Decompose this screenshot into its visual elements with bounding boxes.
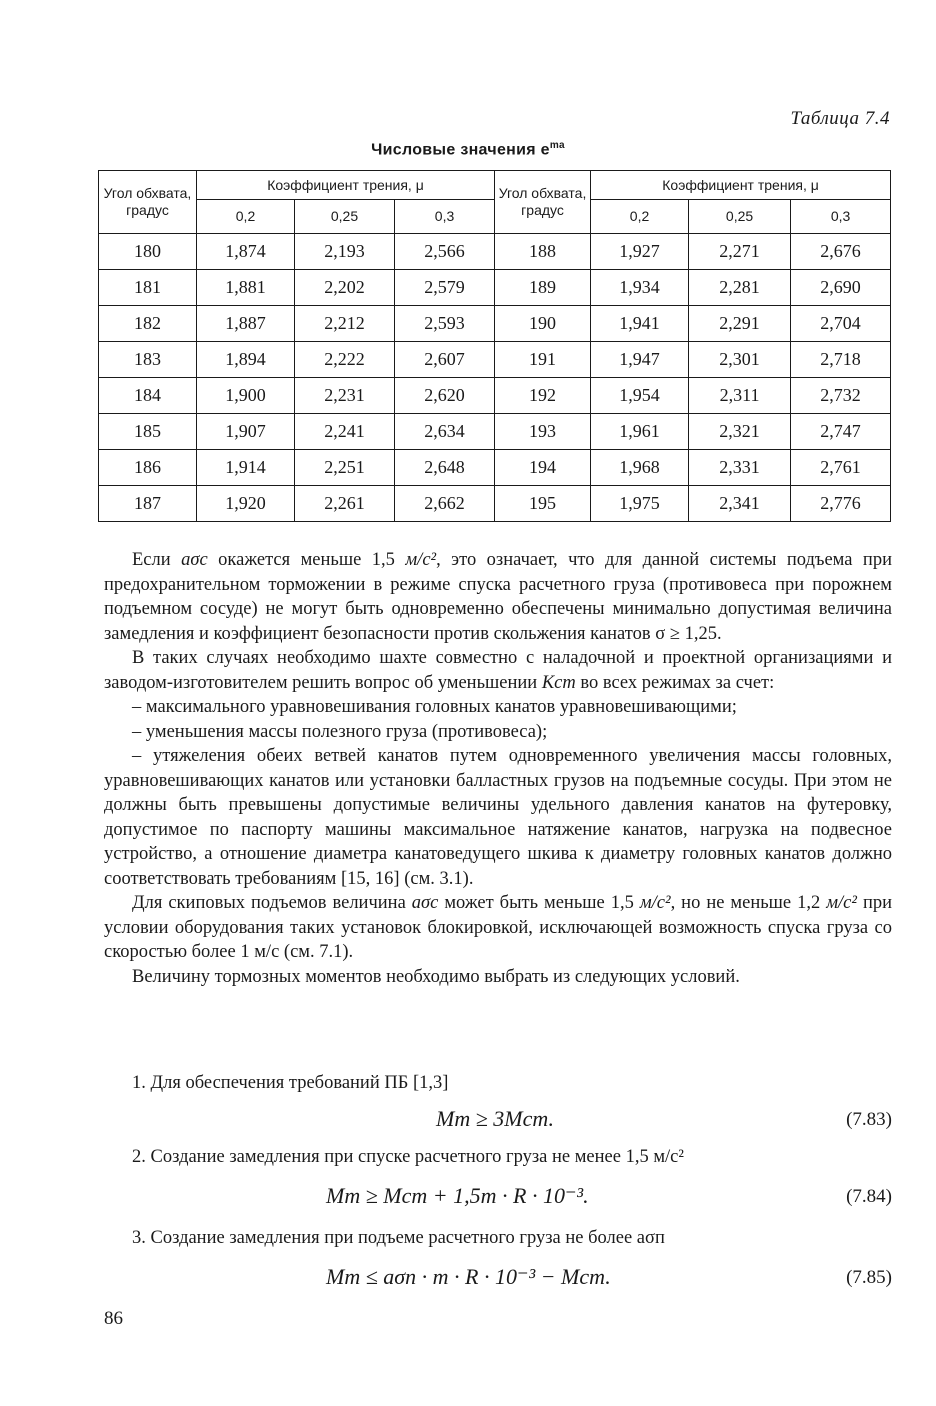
value-cell: 1,874: [197, 234, 295, 270]
unit: м/с²: [405, 550, 437, 570]
value-cell: 1,894: [197, 342, 295, 378]
paragraph: [104, 646, 892, 695]
table-row: [99, 486, 891, 522]
table-label: Таблица 7.4: [790, 108, 890, 129]
table-title: [0, 140, 936, 159]
header-mu-value: 0,2: [591, 200, 689, 234]
value-cell: 2,732: [791, 378, 891, 414]
value-cell: 1,920: [197, 486, 295, 522]
value-cell: 2,704: [791, 306, 891, 342]
value-cell: 2,648: [395, 450, 495, 486]
paragraph: [104, 891, 892, 965]
header-mu-value: 0,25: [295, 200, 395, 234]
deceleration-symbol: aσc: [411, 893, 439, 913]
list-item: – уменьшения массы полезного груза (противовеса);: [132, 721, 548, 742]
table-row: [99, 270, 891, 306]
angle-cell: 194: [495, 450, 591, 486]
value-cell: 2,202: [295, 270, 395, 306]
unit: м/с²: [639, 893, 671, 913]
paragraph-text: Для скиповых подъемов величина: [132, 893, 412, 913]
angle-cell: 191: [495, 342, 591, 378]
angle-cell: 187: [99, 486, 197, 522]
value-cell: 2,676: [791, 234, 891, 270]
table-row: [99, 378, 891, 414]
value-cell: 2,747: [791, 414, 891, 450]
value-cell: 1,961: [591, 414, 689, 450]
table-row: [99, 342, 891, 378]
paragraph-text: может быть меньше 1,5: [438, 893, 640, 913]
value-cell: 1,914: [197, 450, 295, 486]
value-cell: 1,954: [591, 378, 689, 414]
table-row: [99, 306, 891, 342]
formula-number: (7.85): [846, 1267, 892, 1288]
value-cell: 2,193: [295, 234, 395, 270]
angle-cell: 188: [495, 234, 591, 270]
angle-cell: 195: [495, 486, 591, 522]
value-cell: 1,881: [197, 270, 295, 306]
value-cell: 1,975: [591, 486, 689, 522]
value-cell: 2,271: [689, 234, 791, 270]
paragraph-text: окажется меньше 1,5: [207, 550, 406, 570]
angle-cell: 184: [99, 378, 197, 414]
condition-2: 2. Создание замедления при спуске расчетного груза не менее 1,5 м/с²: [132, 1147, 684, 1167]
value-cell: 1,887: [197, 306, 295, 342]
value-cell: 2,321: [689, 414, 791, 450]
value-cell: 2,331: [689, 450, 791, 486]
value-cell: 1,947: [591, 342, 689, 378]
table-row: [99, 234, 891, 270]
header-friction-left: Коэффициент трения, μ: [197, 171, 495, 200]
paragraph-text: Если: [132, 550, 182, 570]
table-row: [99, 414, 891, 450]
angle-cell: 190: [495, 306, 591, 342]
body-text: [104, 548, 892, 989]
list-item: – утяжеления обеих ветвей канатов путем одновременного увеличения массы головных, уравновешивающих канатов или установки балластных грузов на подъемные сосуды. При этом не должны быть превышены допустимые величины удельного давления канатов на футеровку, допустимое по паспорту машины максимальное натяжение канатов, нагрузка на подвесное устройство, а отношение диаметра канатоведущего шкива к диаметру головных канатов должно соответствовать требованиям [15, 16] (см. 3.1).: [104, 746, 892, 889]
angle-cell: 193: [495, 414, 591, 450]
value-cell: 2,634: [395, 414, 495, 450]
value-cell: 2,761: [791, 450, 891, 486]
paragraph-text: при условии оборудования таких установок блокировкой, исключающей возможность спуска груза со скоростью более 1 м/с (см. 7.1).: [104, 893, 892, 962]
condition-3: 3. Создание замедления при подъеме расчетного груза не более aσп: [132, 1228, 665, 1248]
angle-cell: 185: [99, 414, 197, 450]
value-cell: 2,579: [395, 270, 495, 306]
value-cell: 2,261: [295, 486, 395, 522]
angle-cell: 181: [99, 270, 197, 306]
value-cell: 2,222: [295, 342, 395, 378]
value-cell: 2,620: [395, 378, 495, 414]
value-cell: 1,907: [197, 414, 295, 450]
table-row: [99, 450, 891, 486]
paragraph-text: , но не меньше 1,2: [670, 893, 827, 913]
value-cell: 2,281: [689, 270, 791, 306]
value-cell: 1,934: [591, 270, 689, 306]
value-cell: 2,662: [395, 486, 495, 522]
value-cell: 1,968: [591, 450, 689, 486]
paragraph: Величину тормозных моментов необходимо выбрать из следующих условий.: [132, 966, 740, 987]
coefficient-symbol: Kст: [541, 672, 576, 693]
header-mu-value: 0,2: [197, 200, 295, 234]
angle-cell: 192: [495, 378, 591, 414]
angle-cell: 182: [99, 306, 197, 342]
value-cell: 2,212: [295, 306, 395, 342]
formula-number: (7.84): [846, 1186, 892, 1207]
angle-cell: 183: [99, 342, 197, 378]
value-cell: 2,291: [689, 306, 791, 342]
header-mu-value: 0,25: [689, 200, 791, 234]
value-cell: 2,690: [791, 270, 891, 306]
value-cell: 2,301: [689, 342, 791, 378]
value-cell: 1,941: [591, 306, 689, 342]
paragraph-text: , это означает, что для данной системы подъема при предохранительном торможении в режиме спуска расчетного груза (противовеса при порожнем подъемном сосуде) не могут быть одновременно обеспечены минимально допустимая величина замедления и коэффициент безопасности против скольжения канатов σ ≥ 1,25.: [104, 550, 892, 644]
list-item: – максимального уравновешивания головных канатов уравновешивающими;: [132, 697, 737, 717]
header-friction-right: Коэффициент трения, μ: [591, 171, 891, 200]
table-title-exponent: ma: [549, 140, 565, 151]
value-cell: 2,593: [395, 306, 495, 342]
header-angle-right: Угол обхвата, градус: [495, 171, 591, 234]
value-cell: 2,566: [395, 234, 495, 270]
paragraph: [104, 548, 892, 646]
angle-cell: 180: [99, 234, 197, 270]
value-cell: 2,341: [689, 486, 791, 522]
header-angle-left: Угол обхвата, градус: [99, 171, 197, 234]
values-table: [98, 170, 891, 522]
formula-expression: Mт ≥ 3Mст.: [436, 1106, 555, 1131]
formula-number: (7.83): [846, 1109, 892, 1130]
formula-expression: Mт ≤ aσп · m · R · 10⁻³ − Mст.: [326, 1264, 611, 1289]
value-cell: 2,231: [295, 378, 395, 414]
paragraph-text: во всех режимах за счет:: [575, 672, 775, 693]
page-number: 86: [104, 1308, 123, 1329]
formula-expression: Mт ≥ Mст + 1,5m · R · 10⁻³.: [326, 1183, 589, 1208]
value-cell: 2,311: [689, 378, 791, 414]
header-mu-value: 0,3: [791, 200, 891, 234]
value-cell: 2,607: [395, 342, 495, 378]
angle-cell: 186: [99, 450, 197, 486]
deceleration-symbol: aσc: [181, 550, 208, 570]
value-cell: 2,251: [295, 450, 395, 486]
value-cell: 2,776: [791, 486, 891, 522]
value-cell: 2,718: [791, 342, 891, 378]
condition-1: 1. Для обеспечения требований ПБ [1,3]: [132, 1073, 449, 1093]
table-title-text: Числовые значения e: [371, 141, 550, 159]
value-cell: 2,241: [295, 414, 395, 450]
header-mu-value: 0,3: [395, 200, 495, 234]
value-cell: 1,927: [591, 234, 689, 270]
unit: м/с²: [826, 893, 857, 913]
value-cell: 1,900: [197, 378, 295, 414]
paragraph-text: В таких случаях необходимо шахте совместно с наладочной и проектной организациями и заводом-изготовителем решить вопрос об уменьшении: [104, 648, 892, 693]
angle-cell: 189: [495, 270, 591, 306]
